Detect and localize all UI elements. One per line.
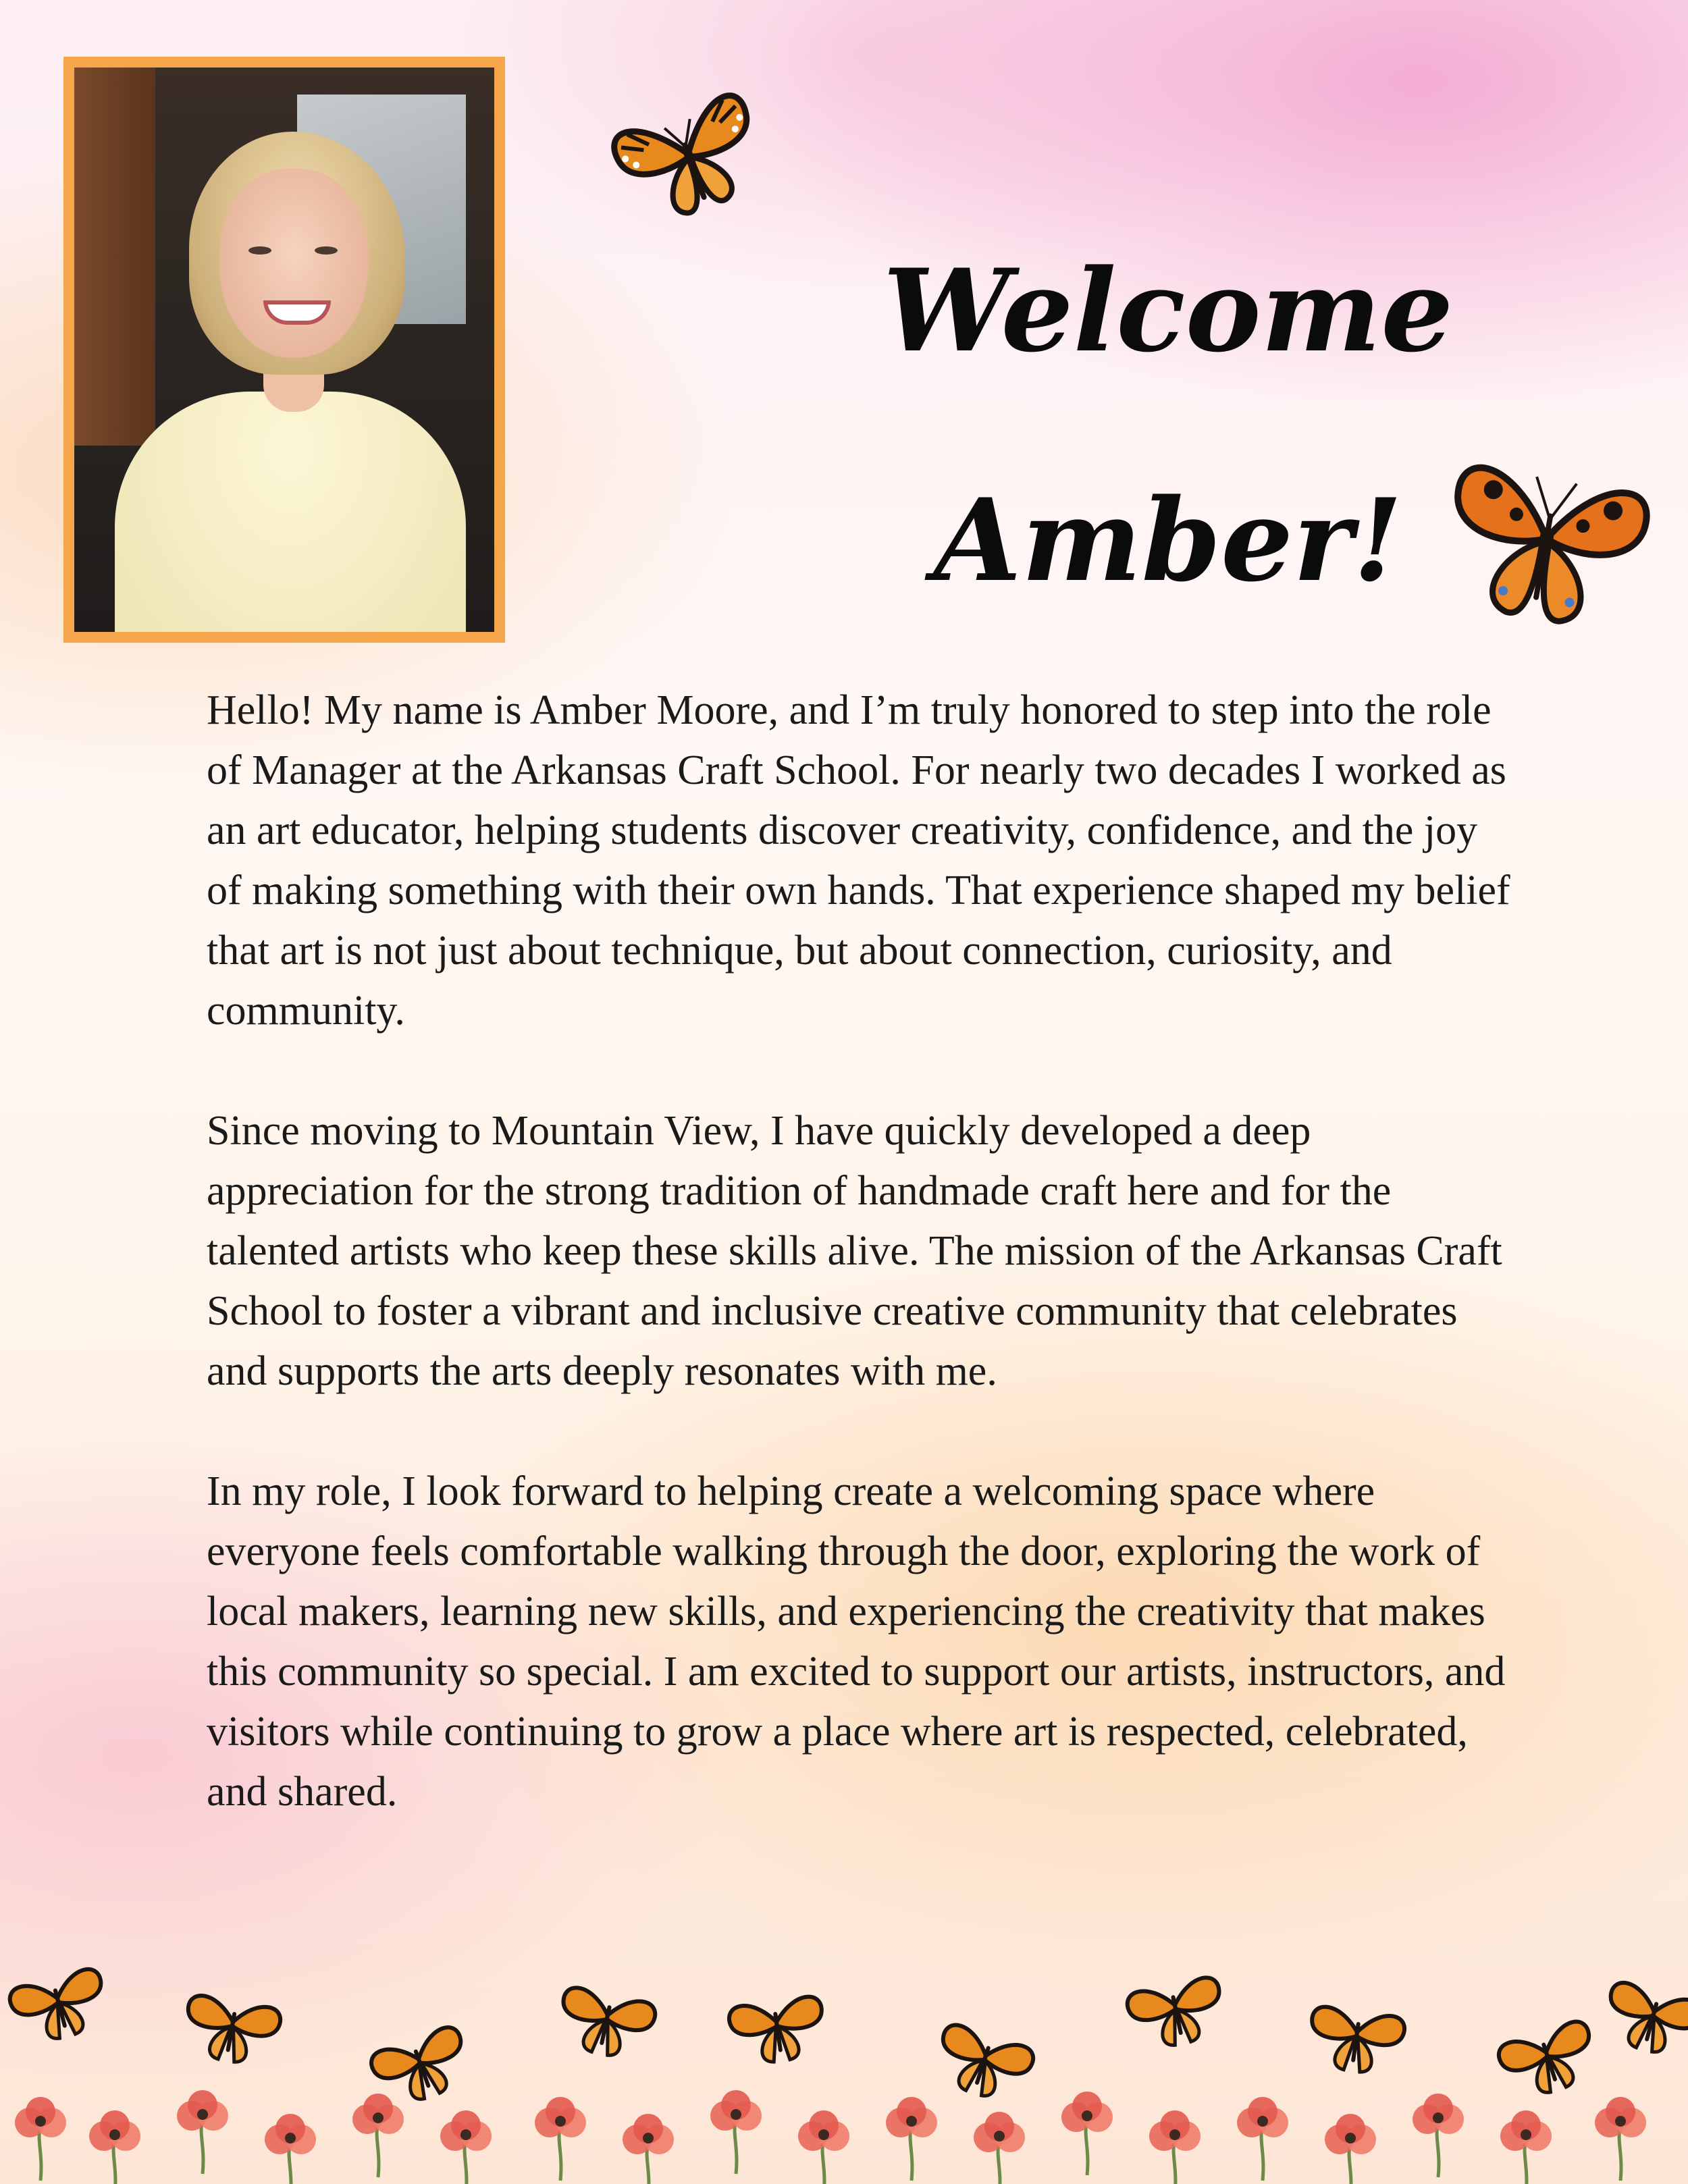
butterfly-icon: [608, 84, 770, 226]
butterfly-icon: [1431, 439, 1661, 641]
paragraph-intro: Hello! My name is Amber Moore, and I’m truly honored to step into the role of Manager at the Arkansas Craft School. For nearly two decades I worked as an art educator, helping students discover creativity, confidence, and the joy of making something with their own hands. That experience shaped my belief that art is not just about technique, but about connection, curiosity, and community.: [207, 687, 1510, 1034]
floral-butterfly-border: [0, 1958, 1688, 2184]
butterfly-row: [7, 1967, 1688, 2112]
page-title: [797, 196, 1539, 655]
portrait-photo: [74, 68, 494, 632]
paragraph-role: In my role, I look forward to helping create a welcoming space where everyone feels comfortable walking through the door, exploring the work of local makers, learning new skills, and experiencing the creativity that makes this community so special. I am excited to support our artists, instructors, and visitors while continuing to grow a place where art is respected, celebrated, and shared.: [207, 1468, 1506, 1815]
paragraph-mountain-view: Since moving to Mountain View, I have quickly developed a deep appreciation for the strong tradition of handmade craft here and for the talented artists who keep these skills alive. The mission of the Arkansas Craft School to foster a vibrant and inclusive creative community that celebrates and supports the arts deeply resonates with me.: [207, 1108, 1502, 1394]
flower-row: [15, 2090, 1646, 2184]
title-line-1: Welcome: [882, 244, 1454, 377]
title-line-2: Amber!: [933, 473, 1403, 607]
body-text: [207, 681, 1516, 1882]
portrait-frame: [63, 57, 505, 643]
